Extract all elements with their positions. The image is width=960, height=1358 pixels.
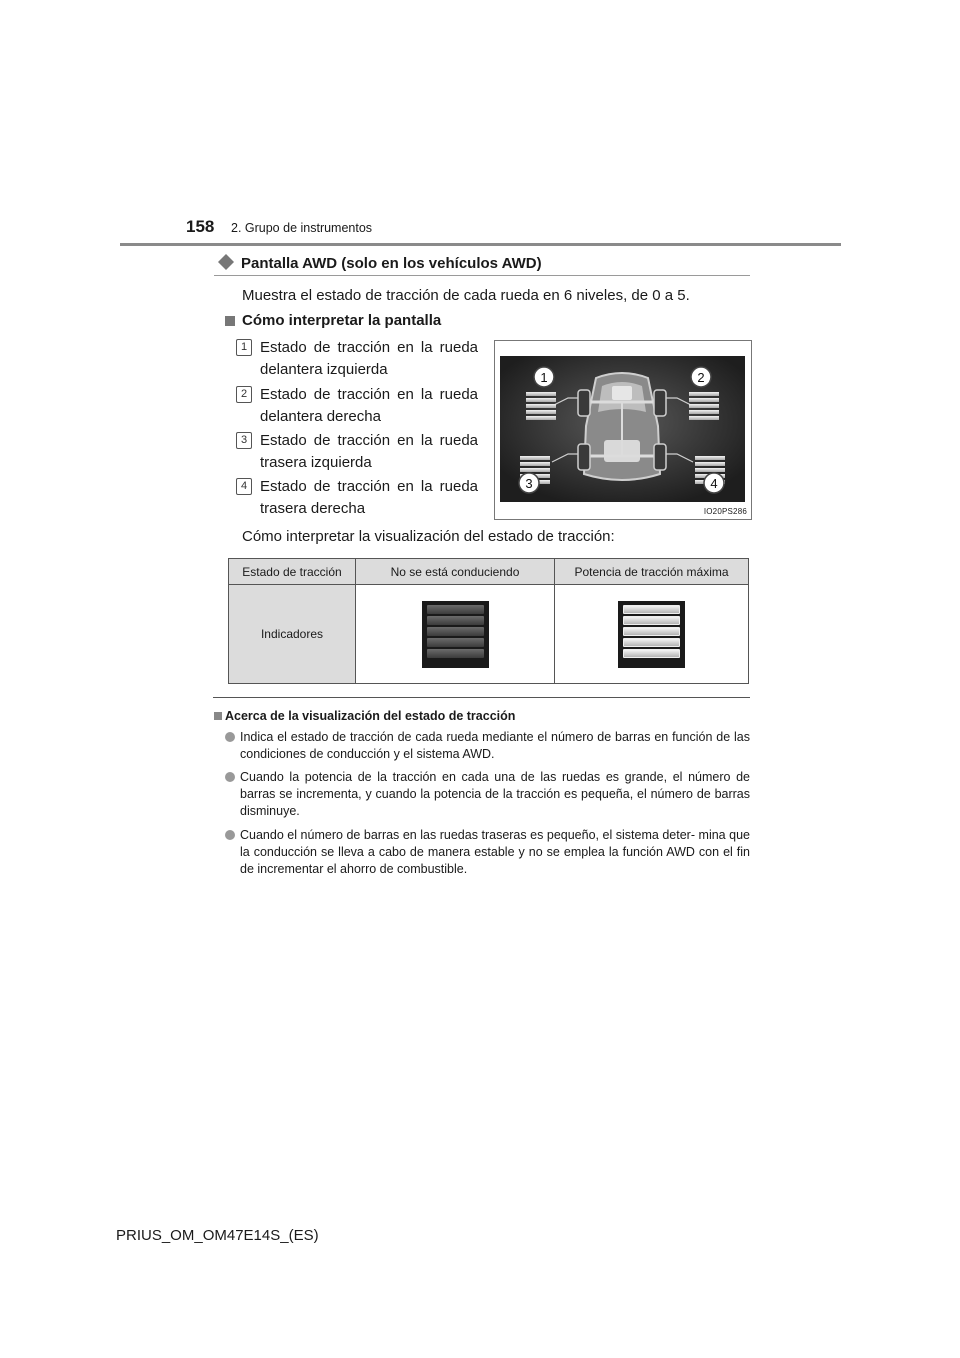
table-row-label: Indicadores (229, 585, 356, 684)
callout-label-3: 3 (525, 476, 533, 491)
notes-title: Acerca de la visualización del estado de tracción (225, 709, 516, 723)
table-header-cell: No se está conduciendo (356, 559, 555, 585)
indicator-not-driving (422, 601, 489, 668)
table-row (229, 585, 749, 684)
chapter-title: 2. Grupo de instrumentos (231, 221, 373, 235)
table-header-row (229, 559, 749, 585)
section-title: Pantalla AWD (solo en los vehículos AWD) (241, 255, 542, 272)
table-cell (356, 585, 555, 684)
indicator-bar (427, 616, 484, 625)
callout-label-4: 4 (710, 476, 718, 491)
note-text: Cuando el número de barras en las ruedas traseras es pequeño, el sistema deter- mina que la conducción se lleva a cabo de manera estable y no se emplea la función AWD con el fin de incrementar el ahorro de combustible. (240, 828, 750, 876)
number-badge: 2 (236, 386, 252, 403)
note-text: Indica el estado de tracción de cada rueda mediante el número de barras en función de las condiciones de conducción y el sistema AWD. (240, 730, 750, 761)
document-id: PRIUS_OM_OM47E14S_(ES) (116, 1227, 319, 1244)
bullet-dot-icon (225, 772, 235, 782)
square-bullet-icon (225, 316, 235, 326)
indicator-max-traction (618, 601, 685, 668)
section-divider (214, 275, 750, 276)
awd-display-figure (494, 340, 752, 520)
number-badge: 1 (236, 339, 252, 356)
number-badge: 4 (236, 478, 252, 495)
bullet-dot-icon (225, 830, 235, 840)
subsection-title: Cómo interpretar la pantalla (242, 312, 442, 329)
list-item-text: Estado de tracción en la rueda trasera izquierda (260, 432, 478, 471)
notes-divider (213, 697, 750, 698)
figure-code: IO20PS286 (703, 507, 747, 516)
awd-display-screen (500, 356, 745, 502)
indicator-bar (623, 627, 680, 636)
indicator-bar (623, 649, 680, 658)
table-header-cell: Estado de tracción (229, 559, 356, 585)
section-intro: Muestra el estado de tracción de cada rueda en 6 niveles, de 0 a 5. (242, 287, 690, 304)
number-badge: 3 (236, 432, 252, 449)
table-cell (555, 585, 749, 684)
diamond-bullet-icon (217, 253, 235, 271)
page-number: 158 (186, 217, 215, 236)
awd-display-illustration (500, 356, 745, 502)
note-text: Cuando la potencia de la tracción en cada una de las ruedas es grande, el número de barras se incrementa, y cuando la potencia de la tracción es pequeña, el número de barras disminuye. (240, 770, 750, 818)
callout-label-1: 1 (540, 370, 548, 385)
indicator-bar (427, 638, 484, 647)
table-intro: Cómo interpretar la visualización del estado de tracción: (242, 528, 615, 545)
indicator-bar (427, 627, 484, 636)
table-header-cell: Potencia de tracción máxima (555, 559, 749, 585)
square-bullet-icon (214, 712, 222, 720)
list-item-text: Estado de tracción en la rueda delantera izquierda (260, 339, 478, 378)
indicator-bar (623, 638, 680, 647)
header-divider (120, 243, 841, 246)
list-item-text: Estado de tracción en la rueda trasera derecha (260, 478, 478, 517)
indicator-bar (427, 605, 484, 614)
traction-table (228, 558, 749, 684)
callout-label-2: 2 (697, 370, 705, 385)
list-item-text: Estado de tracción en la rueda delantera derecha (260, 386, 478, 425)
indicator-bar (623, 605, 680, 614)
bullet-dot-icon (225, 732, 235, 742)
indicator-bar (427, 649, 484, 658)
indicator-bar (623, 616, 680, 625)
